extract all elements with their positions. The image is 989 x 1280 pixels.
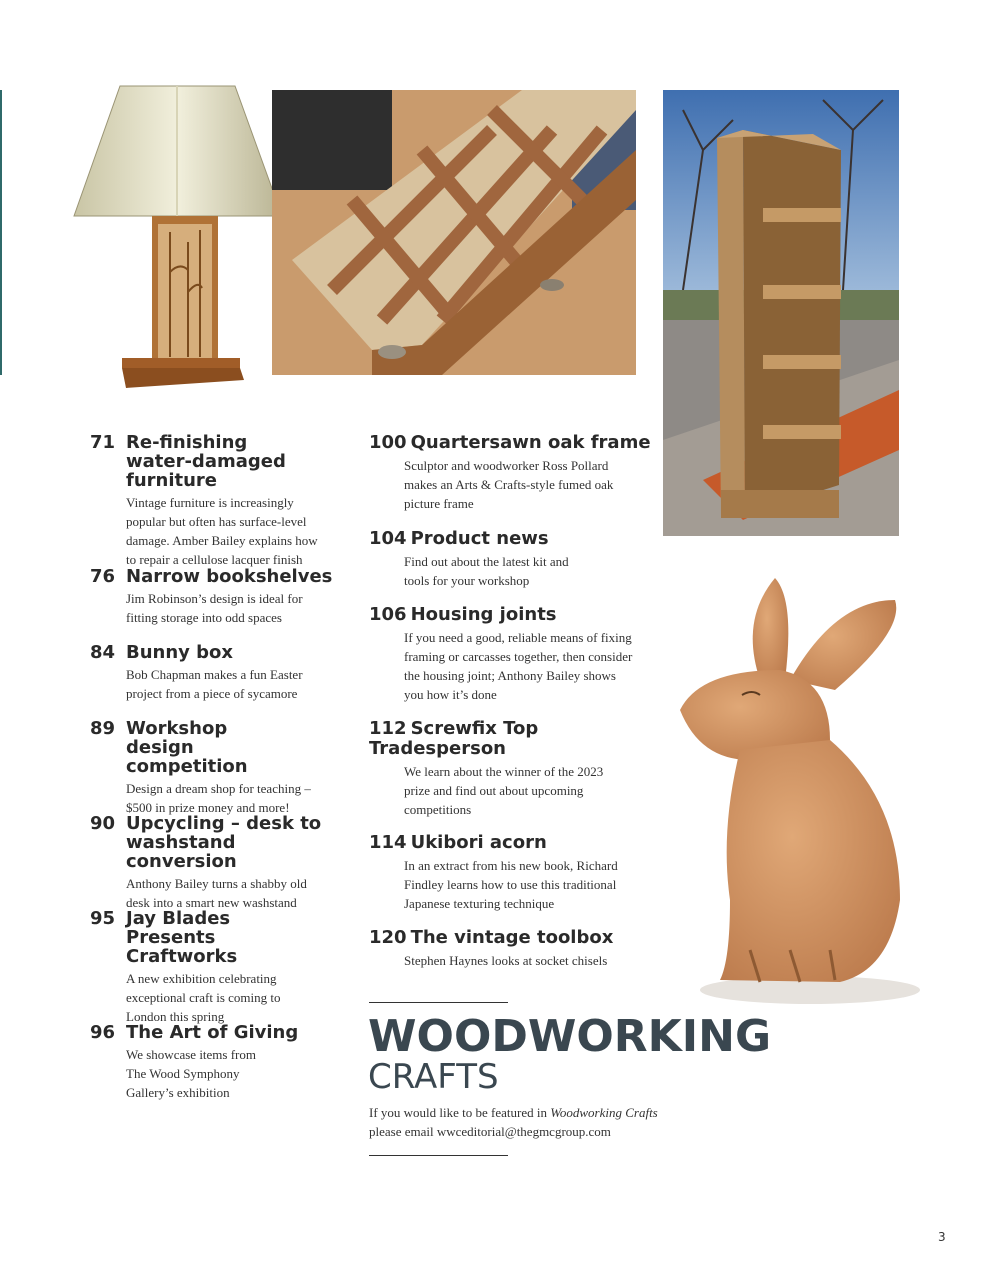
article-description: Find out about the latest kit and tools for your workshop bbox=[404, 554, 569, 588]
featured-prefix: If you would like to be featured in bbox=[369, 1105, 551, 1120]
article-description: Sculptor and woodworker Ross Pollard makes an Arts & Crafts-style fumed oak picture frame bbox=[404, 458, 614, 511]
contents-entry[interactable] bbox=[90, 567, 350, 627]
page-number-footer: 3 bbox=[938, 1230, 946, 1244]
edge-bar bbox=[0, 90, 2, 375]
article-description: Stephen Haynes looks at socket chisels bbox=[404, 953, 608, 968]
lattice-panel-photo bbox=[272, 90, 636, 375]
divider-top bbox=[369, 1002, 508, 1003]
contents-entry[interactable] bbox=[90, 909, 350, 1026]
article-title: The Art of Giving bbox=[126, 1022, 299, 1043]
contents-entry[interactable] bbox=[369, 928, 659, 970]
featured-note bbox=[369, 1103, 689, 1141]
article-title: Workshop design competition bbox=[126, 718, 248, 777]
article-title: Product news bbox=[410, 528, 549, 549]
article-title: Narrow bookshelves bbox=[126, 566, 333, 587]
page-number: 95 bbox=[90, 908, 116, 929]
contents-entry[interactable] bbox=[369, 605, 659, 704]
article-description: Design a dream shop for teaching – $500 in prize money and more! bbox=[126, 781, 311, 815]
page-number: 112 bbox=[369, 718, 407, 739]
article-title: Housing joints bbox=[410, 604, 557, 625]
page-number: 100 bbox=[369, 432, 407, 453]
contents-entry[interactable] bbox=[90, 719, 350, 817]
article-title: Quartersawn oak frame bbox=[410, 432, 651, 453]
article-title: Jay Blades Presents Craftworks bbox=[126, 908, 238, 967]
page-number: 96 bbox=[90, 1022, 116, 1043]
divider-bottom bbox=[369, 1155, 508, 1156]
page-number: 114 bbox=[369, 832, 407, 853]
article-description: Anthony Bailey turns a shabby old desk into a smart new washstand bbox=[126, 876, 307, 910]
page-number: 89 bbox=[90, 718, 116, 739]
article-title: Screwfix Top Tradesperson bbox=[369, 718, 539, 759]
article-description: A new exhibition celebrating exceptional craft is coming to London this spring bbox=[126, 971, 281, 1024]
page-number: 71 bbox=[90, 432, 116, 453]
contents-entry[interactable] bbox=[369, 529, 659, 590]
article-description: We learn about the winner of the 2023 prize and find out about upcoming competitions bbox=[404, 764, 604, 817]
contents-entry[interactable] bbox=[369, 719, 659, 819]
page-number: 120 bbox=[369, 927, 407, 948]
article-description: Bob Chapman makes a fun Easter project from a piece of sycamore bbox=[126, 667, 303, 701]
lamp-photo bbox=[70, 82, 286, 390]
article-description: In an extract from his new book, Richard Findley learns how to use this traditional Japanese texturing technique bbox=[404, 858, 618, 911]
article-title: Bunny box bbox=[126, 642, 234, 663]
article-title: Upcycling – desk to washstand conversion bbox=[126, 813, 322, 872]
contents-entry[interactable] bbox=[90, 433, 350, 569]
article-description: Vintage furniture is increasingly popular but often has surface-level damage. Amber Bailey explains how to repair a cellulose lacquer finish bbox=[126, 495, 318, 567]
hare-carving-photo bbox=[660, 570, 930, 1010]
featured-magazine: Woodworking Crafts bbox=[550, 1105, 658, 1120]
article-title: The vintage toolbox bbox=[410, 927, 614, 948]
article-description: Jim Robinson’s design is ideal for fitting storage into odd spaces bbox=[126, 591, 303, 625]
article-title: Ukibori acorn bbox=[410, 832, 547, 853]
article-description: We showcase items from The Wood Symphony Gallery’s exhibition bbox=[126, 1047, 256, 1100]
article-title: Re-finishing water-damaged furniture bbox=[126, 432, 286, 491]
contents-entry[interactable] bbox=[369, 433, 659, 513]
contents-entry[interactable] bbox=[90, 643, 350, 703]
page-number: 76 bbox=[90, 566, 116, 587]
page-number: 90 bbox=[90, 813, 116, 834]
page-number: 106 bbox=[369, 604, 407, 625]
page-number: 104 bbox=[369, 528, 407, 549]
featured-email[interactable]: please email wwceditorial@thegmcgroup.com bbox=[369, 1124, 611, 1139]
bookshelf-photo bbox=[663, 90, 899, 536]
magazine-brand-line1: WOODWORKING bbox=[368, 1011, 772, 1062]
contents-entry[interactable] bbox=[90, 814, 350, 912]
contents-entry[interactable] bbox=[90, 1023, 350, 1102]
magazine-brand-line2: CRAFTS bbox=[368, 1057, 499, 1097]
contents-entry[interactable] bbox=[369, 833, 659, 913]
page-number: 84 bbox=[90, 642, 116, 663]
article-description: If you need a good, reliable means of fixing framing or carcasses together, then consider the housing joint; Anthony Bailey shows you how it’s done bbox=[404, 630, 633, 702]
